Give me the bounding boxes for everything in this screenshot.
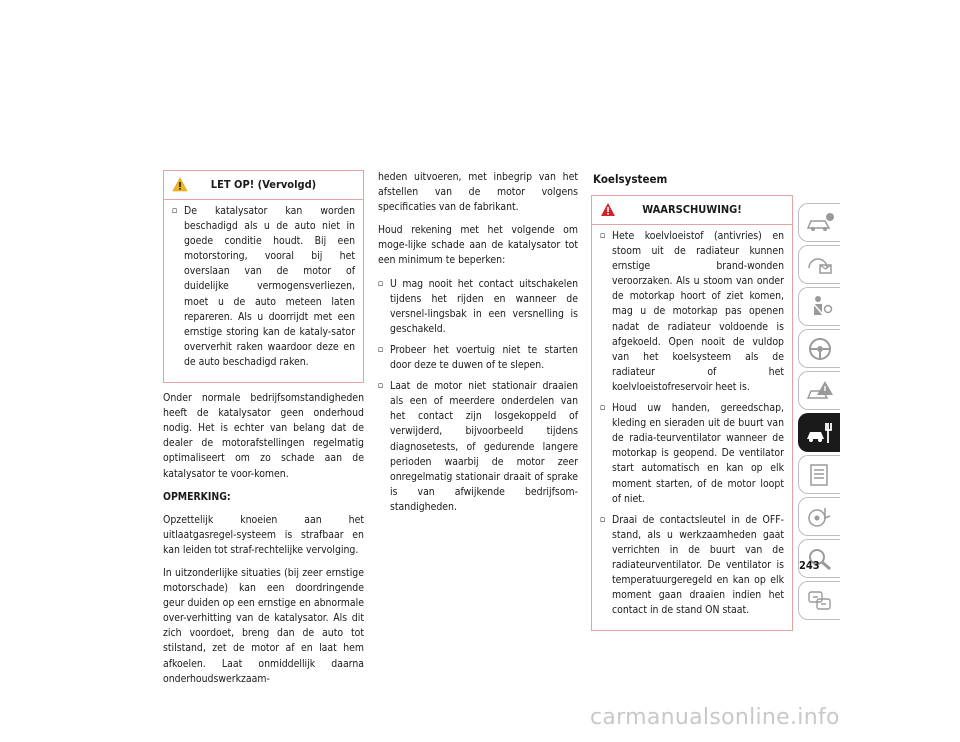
bullet-square-icon: ▫ [600,231,606,241]
bullet-square-icon: ▫ [378,381,384,392]
caution-box [163,170,364,383]
section-title: Koelsysteem [593,172,668,186]
note-heading: OPMERKING: [163,490,231,503]
multimedia-icon [805,504,835,530]
tab-driving[interactable] [798,329,840,368]
specifications-list-icon [805,462,835,488]
warning-box-header [592,196,792,225]
column-3 [591,195,793,639]
car-info-icon [805,210,835,236]
seatbelt-person-icon [805,294,835,320]
warning-triangle-icon [172,177,188,192]
paragraph: Onder normale bedrijfsomstandigheden heeft de katalysator geen onderhoud nodig. Het is echter van belang dat de dealer de motorafstellingen regelmatig optimaliseert om zo schade aan de katalysator te voor-komen. [163,392,364,480]
warning-box-title: WAARSCHUWING! [642,203,742,216]
tab-specifications[interactable] [798,455,840,494]
list-item: ▫ U mag nooit het contact uitschakelen tijdens het rijden en wanneer de versnel-lingsbak in een versnelling is geschakeld. [378,277,578,337]
tab-multimedia[interactable] [798,497,840,536]
steering-wheel-icon [805,336,835,362]
warning-item: ▫ Draai de contactsleutel in de OFF-stand, als u werkzaamheden gaat verrichten in de buurt van de radiateurventilator. De ventilator is temperatuurgeregeld en kan op elk moment gaan draaien indien het contact in de stand ON staat. [600,513,784,619]
warning-box [591,195,793,631]
note-text: Opzettelijk knoeien aan het uitlaatgasregel-systeem is strafbaar en kan leiden tot straf-rechtelijke vervolging. [163,513,364,556]
paragraph: Houd rekening met het volgende om moge-lijke schade aan de katalysator tot een minimum te beperken: [378,224,578,267]
watermark: carmanualsonline.info [590,705,840,730]
caution-box-header [164,171,363,200]
tab-dashboard[interactable] [798,245,840,284]
paragraph: heden uitvoeren, met inbegrip van het afstellen van de motor volgens specificaties van de fabrikant. [378,171,578,214]
list-item: ▫ Probeer het voertuig niet te starten door deze te duwen of te slepen. [378,343,578,373]
tab-car-info[interactable] [798,203,840,242]
tab-service[interactable] [798,413,840,452]
page-number: 243 [799,559,820,572]
bullet-square-icon: ▫ [600,514,606,525]
bullet-square-icon: ▫ [172,206,178,216]
car-service-tools-icon [805,420,835,446]
tab-safety[interactable] [798,287,840,326]
paragraph: In uitzonderlijke situaties (bij zeer ernstige motorschade) kan een doordringende geur duiden op een ernstige en abnormale over-verhitting van de katalysator. Als dit zich voordoet, breng dan de auto tot stilstand, zet de motor af en laat hem afkoelen. Laat onmiddellijk daarna onderhoudswerkzaam- [163,566,364,685]
car-warning-icon [805,378,835,404]
languages-icon [805,588,835,614]
list-item: ▫ Laat de motor niet stationair draaien als een of meerdere onderdelen van het contact zijn losgekoppeld of verwijderd, bijvoorbeeld tijdens diagnosetests, of gedurende langere perioden waarbij de motor zeer onregelmatig stationair draait of sprake is van afwijkende bedrijfsom-standigheden. [378,379,578,515]
bullet-square-icon: ▫ [378,278,384,289]
bullet-square-icon: ▫ [600,403,606,414]
caution-box-title: LET OP! (Vervolgd) [210,178,317,191]
tab-languages[interactable] [798,581,840,620]
warning-item: ▫ Hete koelvloeistof (antivries) en stoom uit de radiateur kunnen ernstige brand-wonden veroorzaken. Als u stoom van onder de motorkap hoort of ziet komen, mag u de motorkap pas openen nadat de radiateur voldoende is afgekoeld. Open nooit de vuldop van het koelsysteem als de radiateur of het koelvloeistofreservoir heet is. [600,229,784,395]
dashboard-envelope-icon [805,252,835,278]
column-1 [163,170,364,695]
caution-item: ▫ De katalysator kan worden beschadigd als u de auto niet in goede conditie houdt. Bij een motorstoring, vooral bij het overslaan van de motor of duidelijke vermogensverliezen, moet u de auto meteen laten repareren. Als u doorrijdt met een ernstige storing kan de kataly-sator oververhit raken waardoor deze en de auto beschadigd raken. [172,204,355,370]
bullet-square-icon: ▫ [378,344,384,355]
column-2 [378,170,578,521]
warning-item: ▫ Houd uw handen, gereedschap, kleding en sieraden uit de buurt van de radia-teurventilator wanneer de motorkap is geopend. De ventilator start automatisch en kan op elk moment starten, of de motor loopt of niet. [600,401,784,507]
tab-emergency[interactable] [798,371,840,410]
warning-triangle-icon [600,202,616,217]
